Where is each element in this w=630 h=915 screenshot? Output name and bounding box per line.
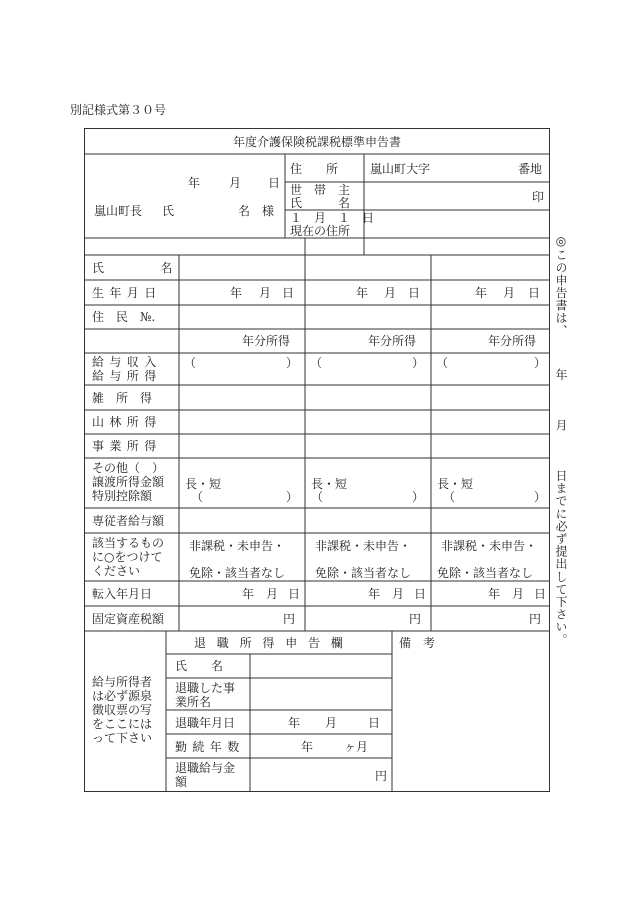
- row-label-business: 事業所得: [92, 439, 162, 453]
- retire-name-label: 氏 名: [175, 659, 224, 673]
- c3-birth-month: 月: [503, 286, 516, 300]
- c3-move-day: 日: [534, 587, 547, 601]
- c2-annual-income: 年分所得: [368, 334, 417, 348]
- c2-salary-paren-close: ）: [412, 356, 425, 370]
- row-label-birth: 生年月日: [92, 286, 162, 300]
- address-label: 住 所: [290, 162, 339, 176]
- c1-other-paren-close: ）: [286, 490, 299, 504]
- c3-salary-paren-open: （: [436, 356, 449, 370]
- c1-other-paren-open: （: [191, 490, 204, 504]
- c2-property-yen: 円: [409, 612, 422, 626]
- c1-annual-income: 年分所得: [242, 334, 291, 348]
- row-label-other-2: 譲渡所得金額: [92, 475, 165, 489]
- row-label-other-1: その他（ ）: [92, 461, 165, 475]
- withholding-note-4: をここには: [92, 717, 153, 731]
- c1-salary-paren-open: （: [184, 356, 197, 370]
- date-month: 月: [229, 176, 242, 190]
- address-value[interactable]: 嵐山町大字: [370, 162, 431, 176]
- c2-move-year: 年: [368, 587, 381, 601]
- c2-birth-year: 年: [356, 286, 369, 300]
- addressee-town: 嵐山町長: [94, 204, 143, 218]
- row-label-applicable-3: ください: [92, 564, 141, 578]
- c2-move-month: 月: [392, 587, 405, 601]
- c2-other-paren-close: ）: [412, 490, 425, 504]
- withholding-note-3: 徴収票の写: [92, 703, 153, 717]
- date-day: 日: [268, 176, 281, 190]
- form-number-label: 別記様式第３０号: [70, 103, 167, 117]
- c1-birth-day: 日: [282, 286, 295, 300]
- addressee-suffix: 名 様: [238, 204, 275, 218]
- retire-employer-label-1: 退職した事: [175, 681, 236, 695]
- row-label-property-tax: 固定資産税額: [92, 612, 165, 626]
- c3-other-paren-close: ）: [534, 490, 547, 504]
- c1-move-year: 年: [242, 587, 255, 601]
- retire-employer-label-2: 業所名: [175, 695, 212, 709]
- withholding-note-2: は必ず源泉: [92, 689, 153, 703]
- c3-salary-paren-close: ）: [534, 356, 547, 370]
- row-label-family-salary: 専従者給与額: [92, 514, 165, 528]
- c1-exempt-option[interactable]: 免除・該当者なし: [189, 566, 286, 580]
- years-of-service-label: 勤続年数: [175, 740, 245, 754]
- c1-nontax-option[interactable]: 非課税・未申告・: [189, 539, 286, 553]
- c3-move-year: 年: [488, 587, 501, 601]
- retire-date-day: 日: [368, 716, 381, 730]
- c2-nontax-option[interactable]: 非課税・未申告・: [315, 539, 412, 553]
- jan1-address-label-2: 現在の住所: [290, 224, 351, 238]
- c1-birth-month: 月: [259, 286, 272, 300]
- retire-date-month: 月: [325, 716, 338, 730]
- addressee-name-label: 氏: [162, 204, 175, 218]
- c2-move-day: 日: [414, 587, 427, 601]
- row-label-salary-1: 給与収入: [92, 355, 162, 369]
- years-unit: 年: [301, 740, 314, 754]
- row-label-other-3: 特別控除額: [92, 489, 153, 503]
- c2-birth-day: 日: [408, 286, 421, 300]
- c2-other-paren-open: （: [311, 490, 324, 504]
- retire-date-label: 退職年月日: [175, 716, 236, 730]
- declaration-form: [84, 128, 550, 792]
- row-label-applicable-1: 該当するもの: [92, 536, 165, 550]
- retire-date-year: 年: [288, 716, 301, 730]
- submission-deadline-note: ◎この申告書は、 年 月 日までに必ず提出して下さい。: [554, 234, 568, 646]
- months-unit: ヶ月: [344, 740, 369, 754]
- household-head-label-2: 氏 名: [290, 196, 351, 210]
- row-label-move-in: 転入年月日: [92, 587, 153, 601]
- c2-exempt-option[interactable]: 免除・該当者なし: [315, 566, 412, 580]
- c3-long-short: 長・短: [437, 477, 474, 491]
- c1-long-short: 長・短: [185, 477, 222, 491]
- row-label-salary-2: 給与所得: [92, 369, 162, 383]
- c3-move-month: 月: [512, 587, 525, 601]
- seal-mark: 印: [532, 190, 545, 204]
- remarks-label: 備 考: [399, 636, 436, 650]
- retirement-amount-label-1: 退職給与金: [175, 761, 236, 775]
- c1-move-day: 日: [288, 587, 301, 601]
- c2-birth-month: 月: [384, 286, 397, 300]
- c2-long-short: 長・短: [311, 477, 348, 491]
- form-title: 年度介護保険税課税標準申告書: [232, 135, 401, 149]
- jan1-address-label-1: １ 月 １ 日: [290, 211, 375, 225]
- c1-move-month: 月: [266, 587, 279, 601]
- withholding-note-1: 給与所得者: [92, 675, 153, 689]
- row-label-name: 氏 名: [92, 261, 184, 275]
- c1-birth-year: 年: [230, 286, 243, 300]
- c3-exempt-option[interactable]: 免除・該当者なし: [437, 566, 534, 580]
- c1-salary-paren-close: ）: [286, 356, 299, 370]
- retirement-section-title: 退職所得申告欄: [194, 636, 354, 650]
- c3-property-yen: 円: [529, 612, 542, 626]
- row-label-misc: 雑 所 得: [92, 391, 153, 405]
- date-year: 年: [188, 176, 201, 190]
- row-label-forest: 山林所得: [92, 415, 162, 429]
- c3-other-paren-open: （: [443, 490, 456, 504]
- retirement-amount-label-2: 額: [175, 775, 188, 789]
- address-number: 番地: [518, 162, 543, 176]
- withholding-note-5: って下さい: [92, 731, 153, 745]
- c3-nontax-option[interactable]: 非課税・未申告・: [441, 539, 538, 553]
- c3-birth-year: 年: [475, 286, 488, 300]
- c1-property-yen: 円: [283, 612, 296, 626]
- retirement-amount-yen: 円: [375, 769, 388, 783]
- row-label-resident-no: 住 民 №.: [92, 310, 156, 324]
- c3-birth-day: 日: [528, 286, 541, 300]
- household-head-label-1: 世 帯 主: [290, 183, 351, 197]
- c2-salary-paren-open: （: [310, 356, 323, 370]
- row-label-applicable-2: に○をつけて: [92, 550, 163, 564]
- c3-annual-income: 年分所得: [488, 334, 537, 348]
